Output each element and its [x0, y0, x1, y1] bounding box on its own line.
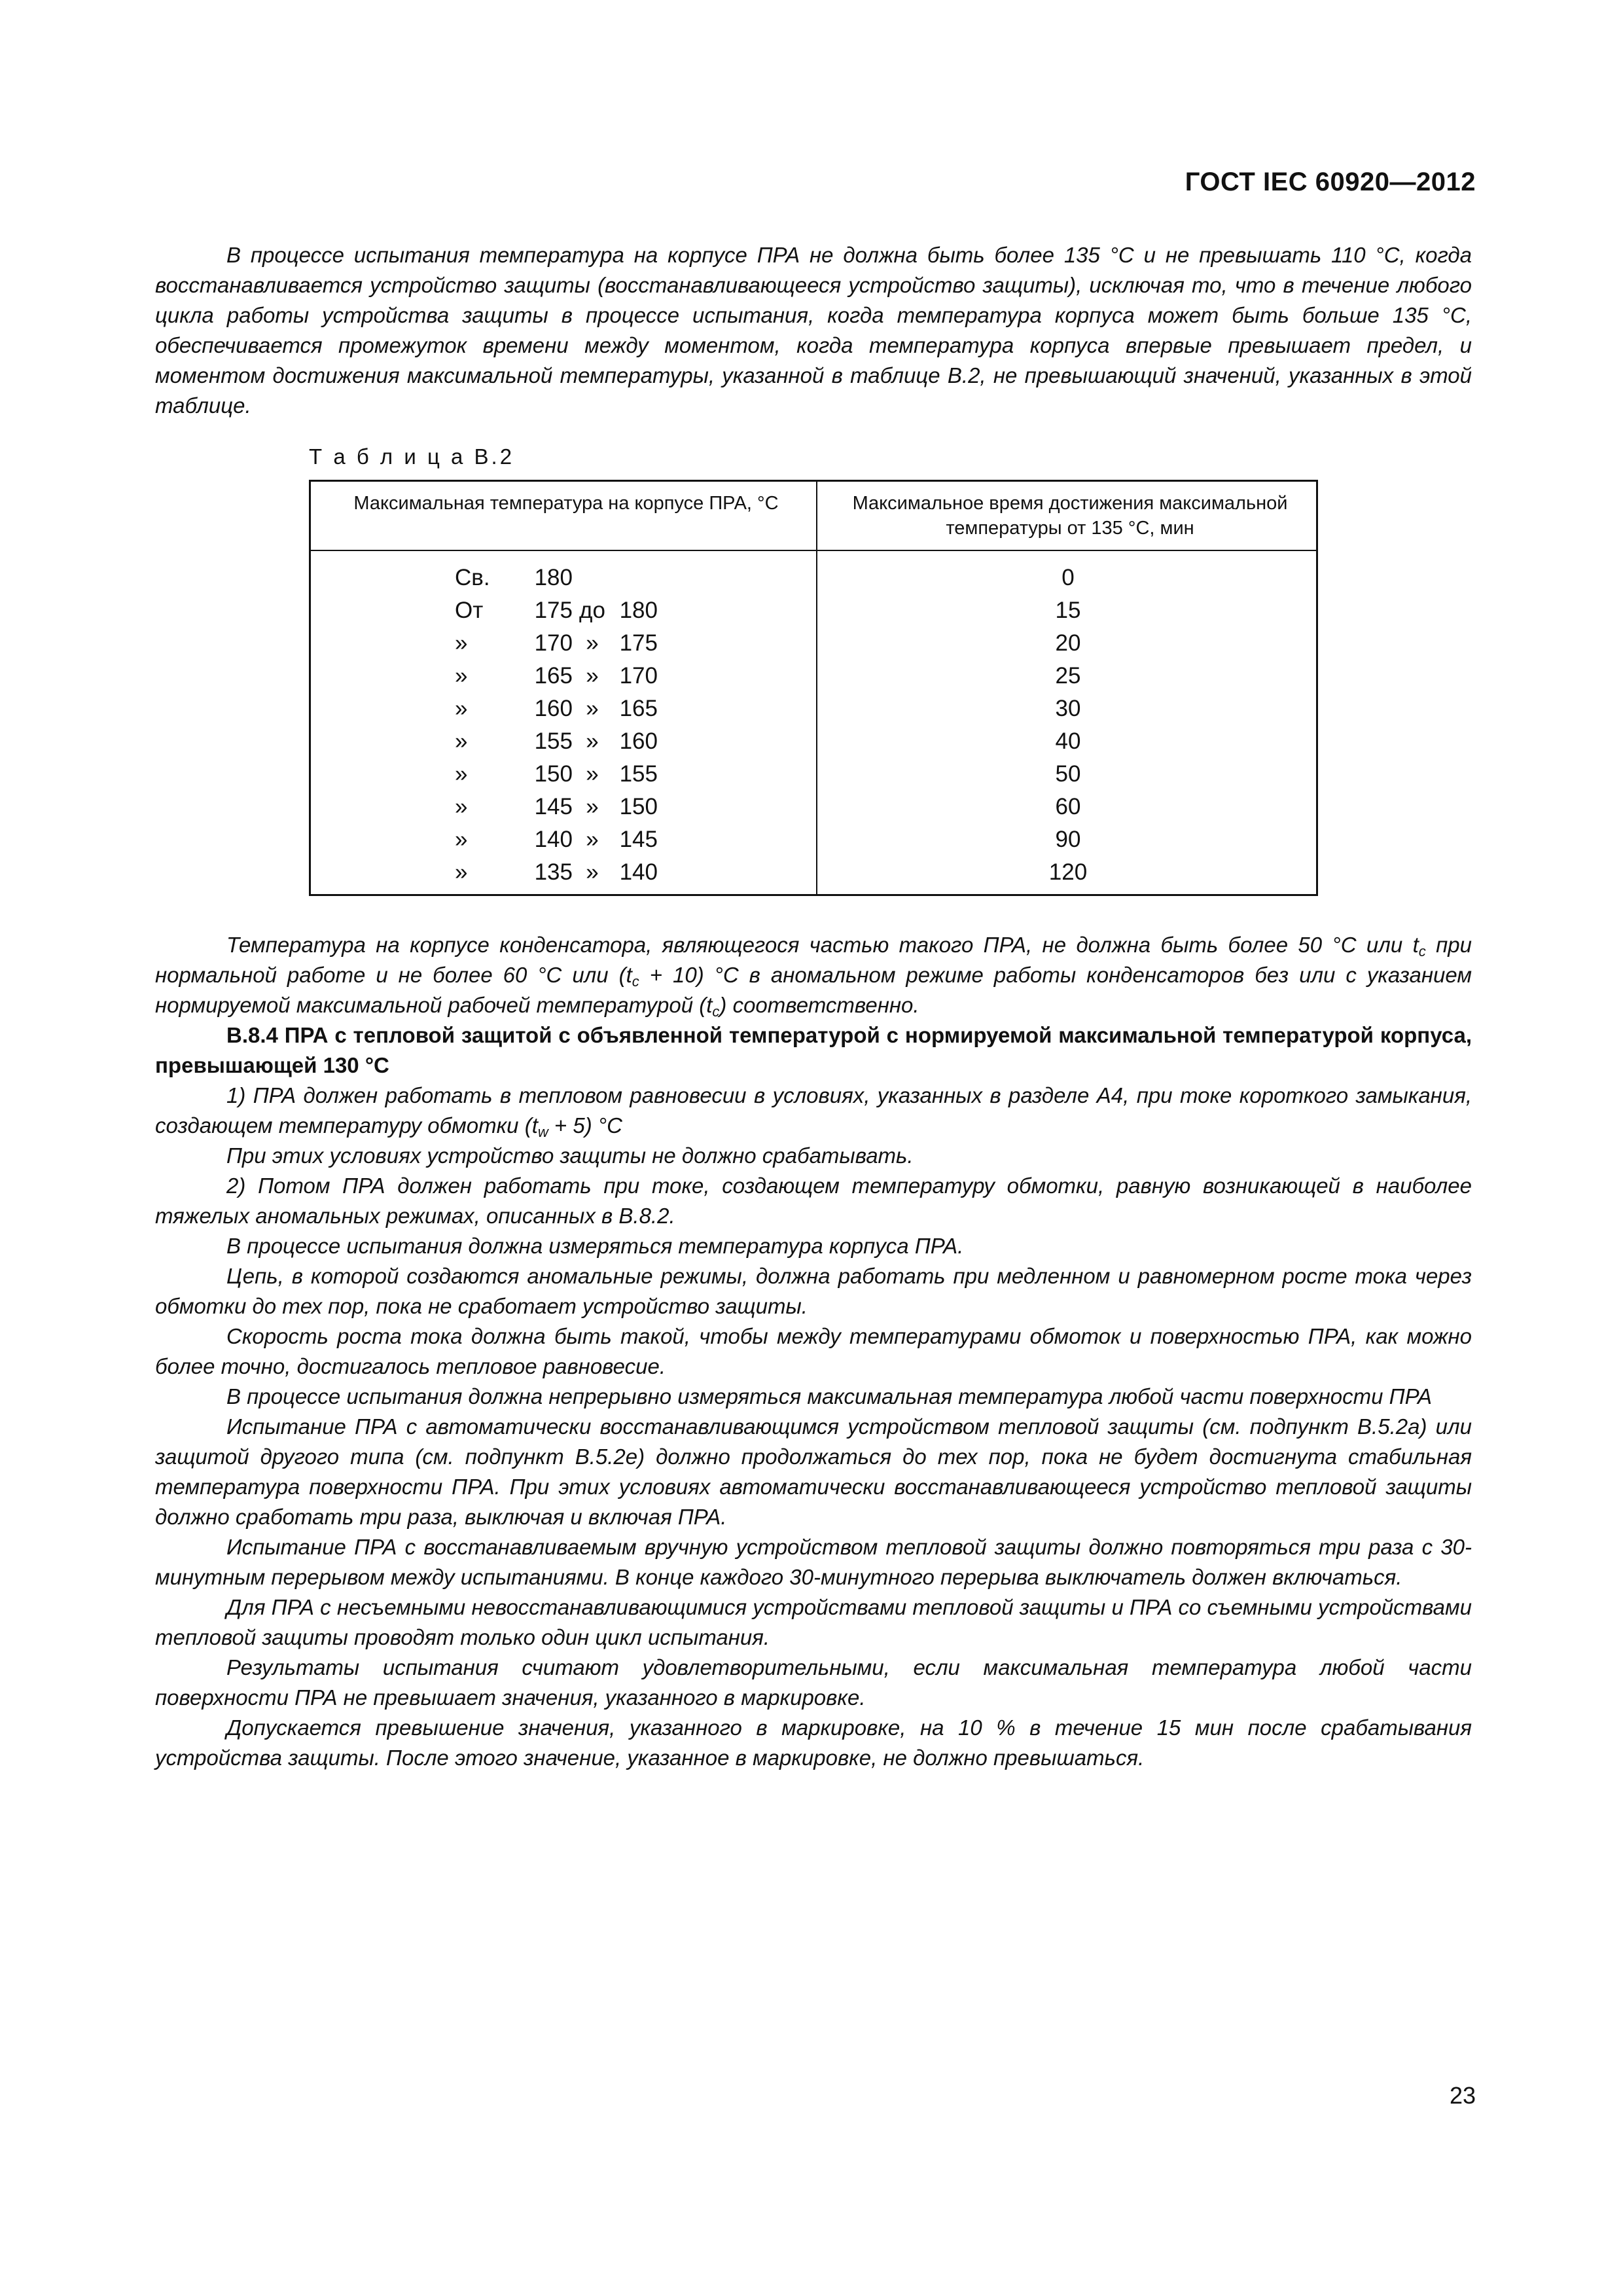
temperature-from: 135 — [534, 859, 573, 885]
subscript: c — [1418, 943, 1426, 960]
item-1-paragraph — [155, 1081, 1472, 1141]
temperature-from: 150 — [534, 761, 573, 787]
table-header-temperature: Максимальная температура на корпусе ПРА, °С — [353, 493, 779, 514]
intro-text — [155, 240, 1472, 421]
temperature-pre: » — [455, 827, 468, 852]
temperature-from: 145 — [534, 794, 573, 819]
temperature-from: 175 — [534, 598, 573, 623]
paragraph: Испытание ПРА с автоматически восстанавливающимся устройством тепловой защиты (см. подпункт В.5.2а) или защитой другого типа (см. подпункт В.5.2е) должно продолжаться до тех пор, пока не будет достигнута стабильная температура поверхности ПРА. При этих условиях автоматически восстанавливающееся устройство тепловой защиты должно сработать три раза, выключая и включая ПРА. — [155, 1414, 1472, 1529]
page-number: 23 — [1449, 2082, 1476, 2109]
table-row — [311, 627, 1316, 660]
table-row — [311, 758, 1316, 791]
temperature-pre: » — [455, 761, 468, 787]
header-divider — [311, 550, 1316, 551]
temperature-to: 150 — [619, 794, 658, 819]
temperature-cell — [455, 758, 664, 791]
table-row — [311, 692, 1316, 725]
temperature-to: 180 — [619, 598, 658, 623]
temperature-from: 160 — [534, 696, 573, 721]
temperature-cell — [455, 627, 664, 660]
main-text — [155, 930, 1472, 1773]
paragraph: В процессе испытания должна измеряться температура корпуса ПРА. — [226, 1234, 964, 1258]
temperature-pre: » — [455, 728, 468, 754]
subscript: w — [537, 1124, 548, 1140]
text-fragment: 1) ПРА должен работать в тепловом равновесии в условиях, указанных в разделе А4, при токе короткого замыкания, создающем температуру обмотки (t — [155, 1083, 1472, 1138]
temperature-cell — [455, 660, 664, 692]
temperature-conj: » — [586, 859, 599, 885]
temperature-conj: » — [586, 663, 599, 689]
document-header: ГОСТ IEC 60920—2012 — [1185, 168, 1476, 196]
intro-paragraph: В процессе испытания температура на корпусе ПРА не должна быть более 135 °С и не превышать 110 °С, когда восстанавливается устройство защиты (восстанавливающееся устройство защиты), исключая то, что в течение любого цикла работы устройства защиты в процессе испытания, когда температура корпуса может быть больше 135 °С, обеспечивается промежуток времени между моментом, когда температура корпуса впервые превышает предел, и моментом достижения максимальной температуры, указанной в таблице В.2, не превышающий значений, указанных в этой таблице. — [155, 243, 1472, 418]
temperature-to: 145 — [619, 827, 658, 852]
text-fragment: + 10) °С в аномальном режиме работы конденсаторов без или с указанием нормируемой максимальной рабочей температурой (t — [155, 963, 1472, 1017]
table-row — [311, 660, 1316, 692]
time-cell: 30 — [1055, 696, 1081, 721]
temperature-pre: От — [455, 598, 484, 623]
table-body — [311, 562, 1316, 889]
temperature-pre: » — [455, 794, 468, 819]
temperature-from: 180 — [534, 565, 573, 590]
text-fragment: при нормальной работе и не более 60 °С или (t — [155, 933, 1472, 987]
temperature-pre: » — [455, 859, 468, 885]
time-cell: 20 — [1055, 630, 1081, 656]
temperature-from: 155 — [534, 728, 573, 754]
paragraph: Скорость роста тока должна быть такой, чтобы между температурами обмоток и поверхностью ПРА, как можно более точно, достигалось тепловое равновесие. — [155, 1324, 1472, 1378]
temperature-cell — [455, 692, 664, 725]
temperature-cell — [455, 856, 664, 889]
paragraph: Для ПРА с несъемными невосстанавливающимися устройствами тепловой защиты и ПРА со съемными устройствами тепловой защиты проводят только один цикл испытания. — [155, 1595, 1472, 1649]
capacitor-paragraph — [155, 930, 1472, 1020]
paragraph: Цепь, в которой создаются аномальные режимы, должна работать при медленном и равномерном росте тока через обмотки до тех пор, пока не сработает устройство защиты. — [155, 1264, 1472, 1318]
text-fragment: Температура на корпусе конденсатора, являющегося частью такого ПРА, не должна быть более 50 °С или t — [226, 933, 1419, 957]
time-cell: 90 — [1055, 827, 1081, 852]
temperature-conj: » — [586, 696, 599, 721]
table-row — [311, 791, 1316, 823]
paragraph: 2) Потом ПРА должен работать при токе, создающем температуру обмотки, равную возникающей в наиболее тяжелых аномальных режимах, описанных в В.8.2. — [155, 1174, 1472, 1228]
time-cell: 60 — [1055, 794, 1081, 819]
text-fragment: ) соответственно. — [719, 993, 919, 1017]
table-row — [311, 856, 1316, 889]
time-cell: 120 — [1048, 859, 1088, 885]
temperature-cell — [455, 725, 664, 758]
temperature-from: 170 — [534, 630, 573, 656]
temperature-from: 165 — [534, 663, 573, 689]
temperature-from: 140 — [534, 827, 573, 852]
table-row — [311, 725, 1316, 758]
temperature-to: 140 — [619, 859, 658, 885]
table-row — [311, 594, 1316, 627]
temperature-pre: Св. — [455, 565, 490, 590]
temperature-conj: » — [586, 728, 599, 754]
table-header-time: Максимальное время достижения максимальной температуры от 135 °С, мин — [852, 493, 1288, 539]
paragraph: Допускается превышение значения, указанного в маркировке, на 10 % в течение 15 мин после срабатывания устройства защиты. После этого значение, указанное в маркировке, не должно превышаться. — [155, 1715, 1472, 1770]
temperature-cell — [455, 823, 664, 856]
section-heading: В.8.4 ПРА с тепловой защитой с объявленной температурой с нормируемой максимальной температурой корпуса, превышающей 130 °С — [155, 1023, 1472, 1077]
time-cell: 50 — [1055, 761, 1081, 787]
table-row — [311, 823, 1316, 856]
temperature-pre: » — [455, 663, 468, 689]
temperature-to: 175 — [619, 630, 658, 656]
temperature-conj: до — [579, 598, 605, 623]
temperature-conj: » — [586, 761, 599, 787]
temperature-to: 155 — [619, 761, 658, 787]
subscript: c — [712, 1003, 720, 1020]
paragraph: Результаты испытания считают удовлетворительными, если максимальная температура любой части поверхности ПРА не превышает значения, указанного в маркировке. — [155, 1655, 1472, 1710]
paragraph: При этих условиях устройство защиты не должно срабатывать. — [226, 1143, 914, 1168]
temperature-conj: » — [586, 630, 599, 656]
temperature-conj: » — [586, 827, 599, 852]
subscript: c — [632, 973, 639, 990]
temperature-to: 170 — [619, 663, 658, 689]
time-cell: 0 — [1061, 565, 1075, 590]
text-fragment: + 5) °С — [548, 1113, 622, 1138]
paragraph: Испытание ПРА с восстанавливаемым вручную устройством тепловой защиты должно повторяться три раза с 30-минутным перерывом между испытаниями. В конце каждого 30-минутного перерыва выключатель должен включаться. — [155, 1535, 1472, 1589]
temperature-table — [309, 480, 1318, 896]
temperature-pre: » — [455, 696, 468, 721]
table-caption: Т а б л и ц а В.2 — [309, 444, 515, 469]
time-cell: 15 — [1055, 598, 1081, 623]
temperature-to: 165 — [619, 696, 658, 721]
table-row — [311, 562, 1316, 594]
time-cell: 40 — [1055, 728, 1081, 754]
time-cell: 25 — [1055, 663, 1081, 689]
temperature-pre: » — [455, 630, 468, 656]
paragraph: В процессе испытания должна непрерывно измеряться максимальная температура любой части поверхности ПРА — [226, 1384, 1433, 1408]
temperature-cell — [455, 791, 664, 823]
temperature-to: 160 — [619, 728, 658, 754]
temperature-cell — [455, 562, 664, 594]
temperature-cell — [455, 594, 664, 627]
temperature-conj: » — [586, 794, 599, 819]
